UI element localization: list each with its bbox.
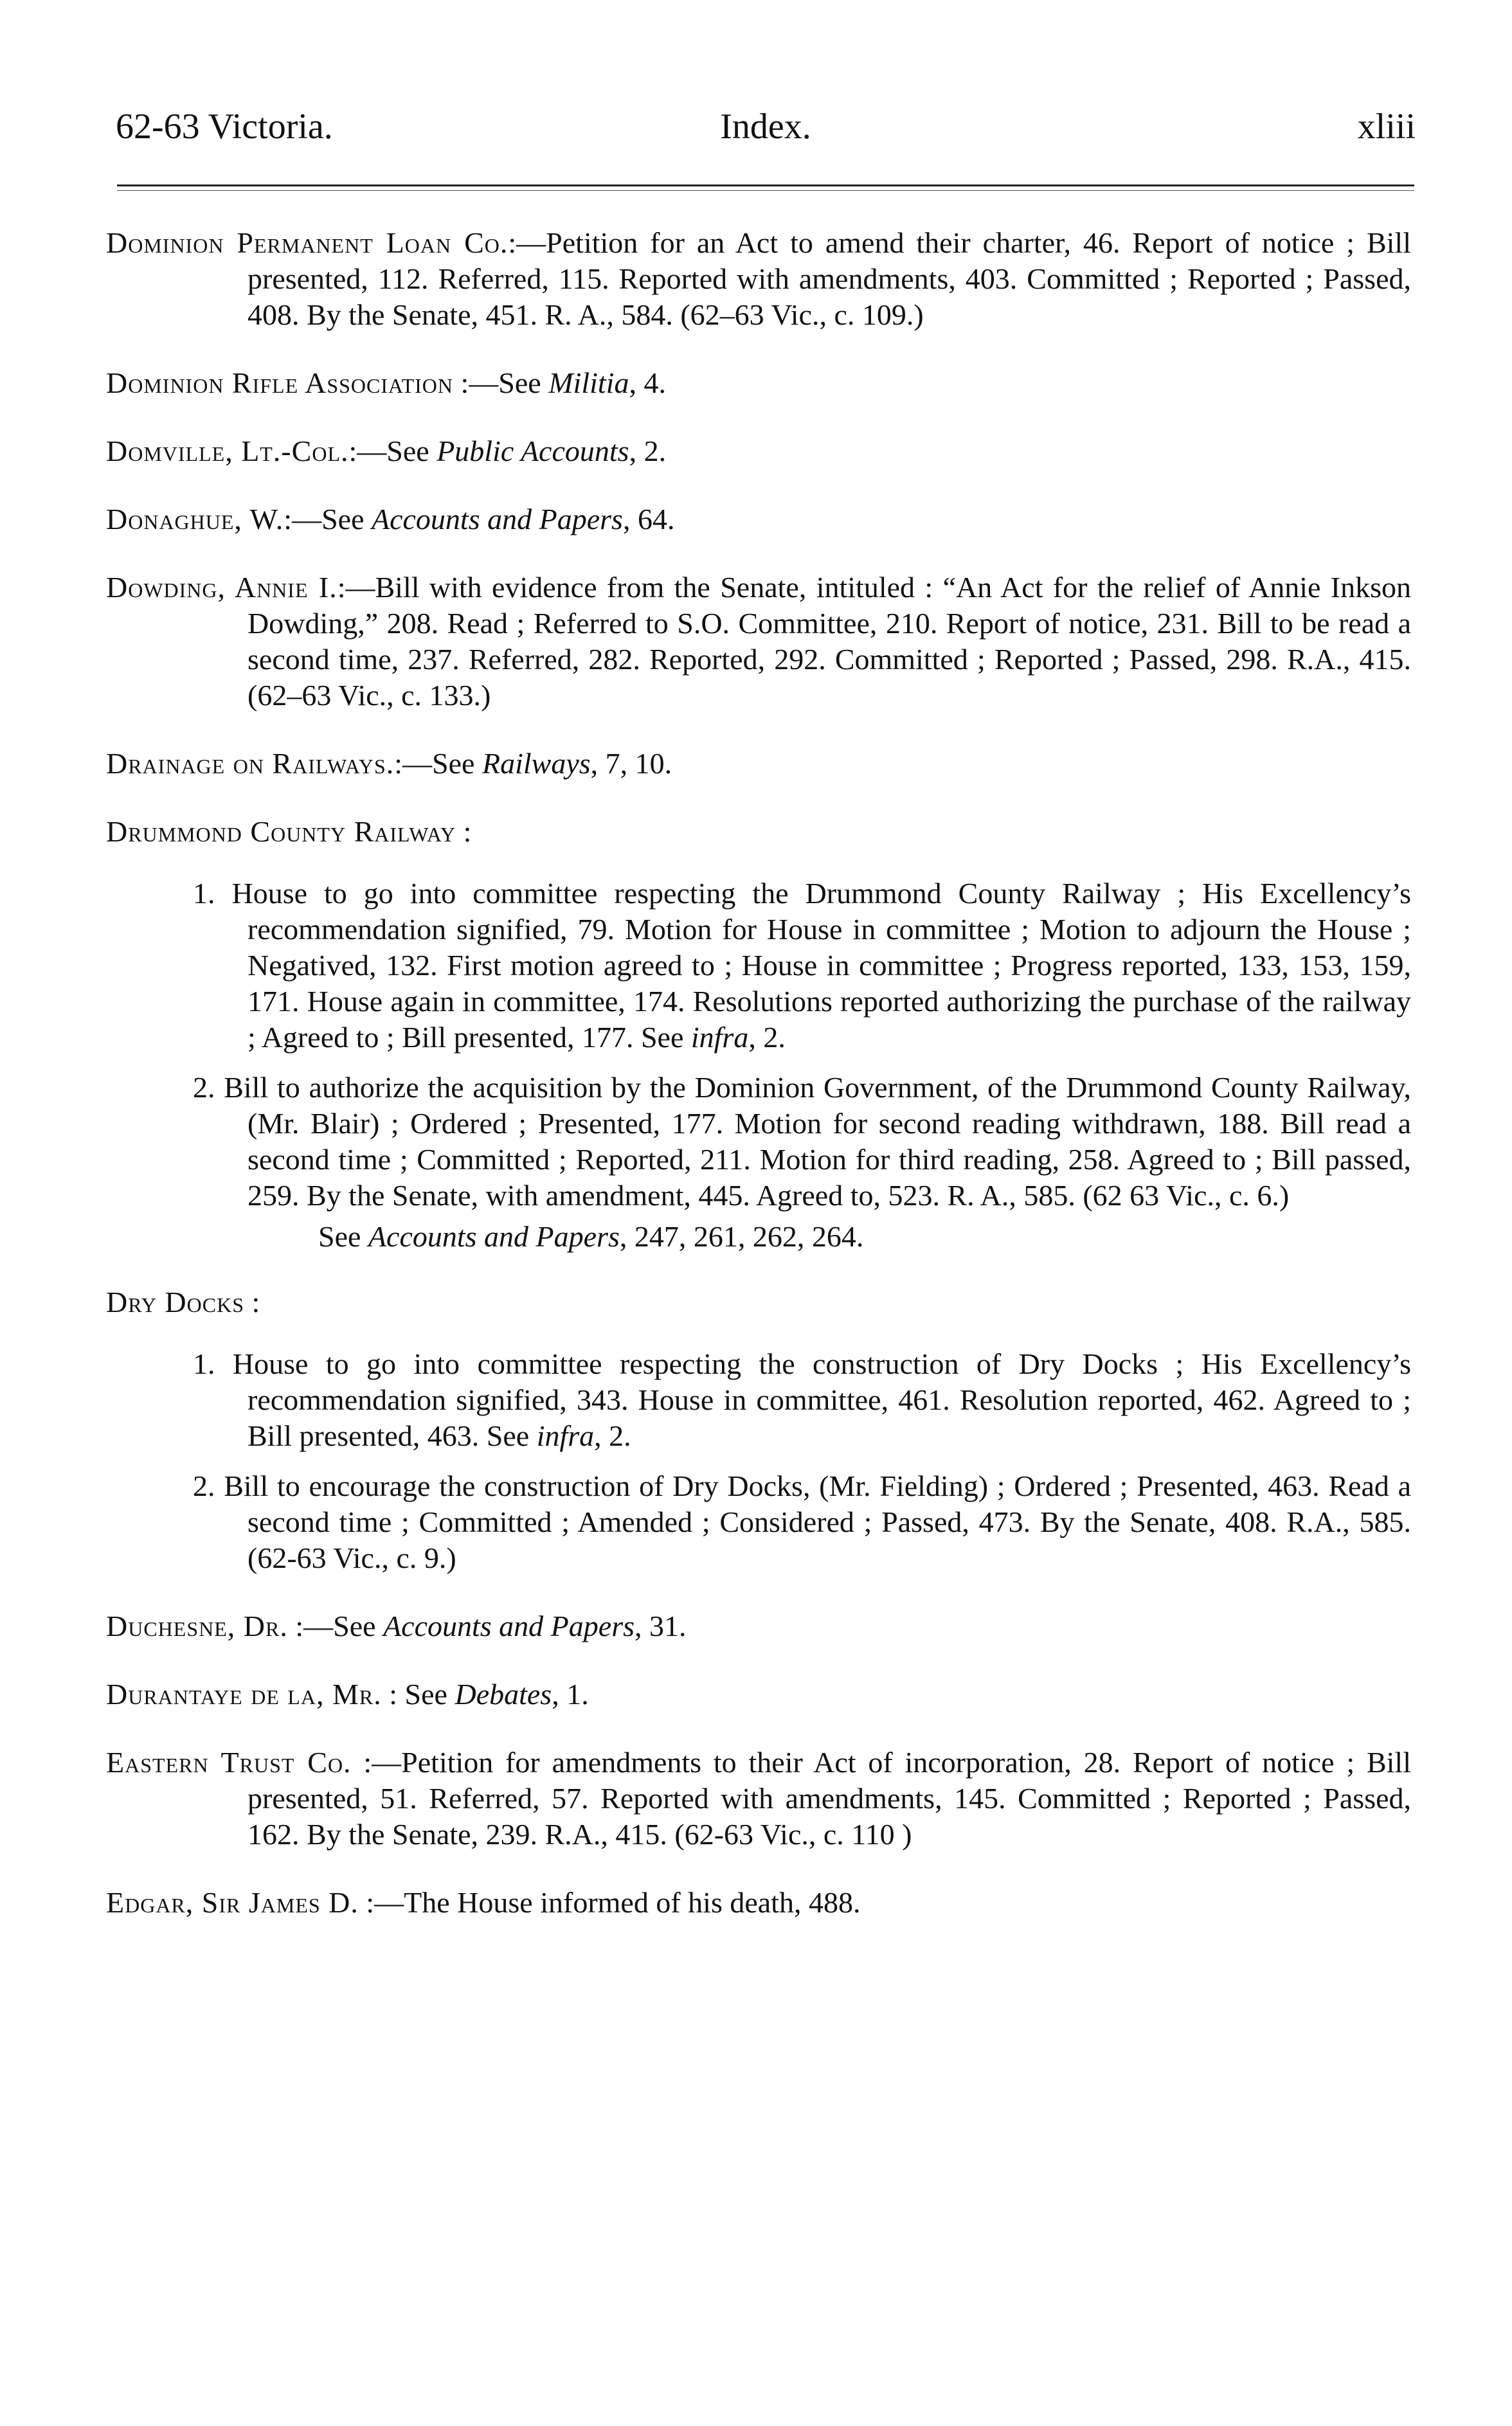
- sub-item-text: Bill to encourage the construction of Dry Docks, (Mr. Fielding) ; Ordered ; Presented, 463. Read a second time ; Committed ; Amended ; Considered ; Passed, 473. By the Senate, 408. R.A., 585. (62-63 Vic., c. 9.): [224, 1469, 1412, 1574]
- entry-heading: Duchesne, Dr.: [106, 1610, 288, 1642]
- see-also-line: [106, 1219, 1411, 1255]
- see-also-reference: Accounts and Papers: [368, 1220, 620, 1253]
- sub-item-text: House to go into committee respecting the Drummond County Railway ; His Excellency’s recommendation signified, 79. Motion for House in committee ; Motion to adjourn the House ; Negatived, 132. First motion agreed to ; House in committee ; Progress reported, 133, 153, 159, 171. House again in committee, 174. Resolutions reported authorizing the purchase of the railway ; Agreed to ; Bill presented, 177. See: [231, 877, 1412, 1054]
- entry-duchesne: [106, 1608, 1411, 1644]
- entry-tail: , 7, 10.: [590, 747, 672, 780]
- entry-heading: Dominion Permanent Loan Co.: [106, 226, 509, 259]
- entry-separator: :: [456, 815, 472, 848]
- entry-heading: Dominion Rifle Association: [106, 366, 454, 399]
- sub-item-tail: , 2.: [594, 1419, 631, 1452]
- entry-heading: Dry Docks: [106, 1286, 244, 1318]
- entry-heading: Durantaye de la, Mr.: [106, 1678, 382, 1711]
- entry-separator: :—See: [287, 1610, 384, 1642]
- entry-reference: Militia: [548, 366, 629, 399]
- entry-tail: , 2.: [629, 435, 667, 467]
- entry-separator: :—See: [284, 503, 372, 535]
- entry-heading: Dowding, Annie I.: [106, 571, 338, 604]
- entry-reference: Railways: [482, 747, 591, 780]
- entry-drainage-on-railways: [106, 746, 1411, 782]
- entry-dry-docks: [106, 1284, 1411, 1320]
- entry-text: :—Bill with evidence from the Senate, intituled : “An Act for the relief of Annie Inkson Dowding,” 208. Read ; Referred to S.O. Committee, 210. Report of notice, 231. Bill to be read a second time, 237. Referred, 282. Reported, 292. Committed ; Reported ; Passed, 298. R.A., 415. (62–63 Vic., c. 133.): [248, 571, 1411, 712]
- sub-item: [106, 876, 1411, 1056]
- entry-domville: [106, 433, 1411, 469]
- sub-item-text: Bill to authorize the acquisition by the Dominion Government, of the Drummond County Railway, (Mr. Blair) ; Ordered ; Presented, 177. Motion for second reading withdrawn, 188. Bill read a second time ; Committed ; Reported, 211. Motion for third reading, 258. Agreed to ; Bill passed, 259. By the Senate, with amendment, 445. Agreed to, 523. R. A., 585. (62 63 Vic., c. 6.): [224, 1071, 1412, 1212]
- entry-edgar: [106, 1885, 1411, 1921]
- entry-separator: :—See: [394, 747, 482, 780]
- header-rule: [117, 184, 1414, 191]
- entry-separator: : See: [381, 1678, 455, 1711]
- entry-dowding: [106, 570, 1411, 714]
- header-volume: 62-63 Victoria.: [116, 107, 333, 147]
- see-also-prefix: See: [318, 1220, 368, 1253]
- entry-heading: Edgar, Sir James D.: [106, 1886, 359, 1919]
- entry-reference: Debates: [455, 1678, 552, 1711]
- entry-separator: :: [244, 1286, 260, 1318]
- index-content: [106, 225, 1411, 1953]
- entry-durantaye: [106, 1676, 1411, 1712]
- entry-eastern-trust: [106, 1745, 1411, 1853]
- entry-tail: , 1.: [552, 1678, 589, 1711]
- entry-heading: Donaghue, W.: [106, 503, 284, 535]
- entry-tail: , 64.: [622, 503, 675, 535]
- entry-text: :—Petition for amendments to their Act of incorporation, 28. Report of notice ; Bill presented, 51. Referred, 57. Reported with amendments, 145. Committed ; Reported ; Passed, 162. By the Senate, 239. R.A., 415. (62-63 Vic., c. 110 ): [248, 1746, 1411, 1851]
- entry-reference: Accounts and Papers: [372, 503, 623, 535]
- sub-item: [106, 1468, 1411, 1576]
- entry-tail: , 4.: [629, 366, 666, 399]
- sub-item-text: House to go into committee respecting the construction of Dry Docks ; His Excellency’s recommendation signified, 343. House in committee, 461. Resolution reported, 462. Agreed to ; Bill presented, 463. See: [232, 1347, 1412, 1452]
- page-header: [116, 106, 1416, 151]
- entry-drummond-county-railway: [106, 814, 1411, 850]
- header-page-number: xliii: [1357, 107, 1416, 147]
- entry-reference: Accounts and Papers: [383, 1610, 634, 1642]
- entry-heading: Domville, Lt.-Col.: [106, 435, 349, 467]
- sub-item-number: 2.: [193, 1071, 215, 1104]
- sub-item-tail: , 2.: [748, 1021, 786, 1054]
- sub-item-number: 1.: [193, 1347, 215, 1380]
- header-title: Index.: [720, 107, 811, 147]
- entry-reference: Public Accounts: [437, 435, 629, 467]
- sub-item-number: 1.: [193, 877, 215, 910]
- sub-item-reference: infra: [536, 1419, 595, 1452]
- entry-heading: Eastern Trust Co.: [106, 1746, 352, 1779]
- sub-item: [106, 1070, 1411, 1214]
- sub-item-reference: infra: [690, 1021, 749, 1054]
- entry-dominion-permanent-loan: [106, 225, 1411, 333]
- see-also-tail: , 247, 261, 262, 264.: [619, 1220, 864, 1253]
- entry-dominion-rifle-association: [106, 365, 1411, 401]
- entry-heading: Drummond County Railway: [106, 815, 456, 848]
- entry-text: :—The House informed of his death, 488.: [358, 1886, 861, 1919]
- sub-item: [106, 1346, 1411, 1454]
- entry-heading: Drainage on Railways.: [106, 747, 395, 780]
- entry-text: :—Petition for an Act to amend their charter, 46. Report of notice ; Bill presented, 112. Referred, 115. Reported with amendments, 403. Committed ; Reported ; Passed, 408. By the Senate, 451. R. A., 584. (62–63 Vic., c. 109.): [248, 226, 1411, 331]
- entry-donaghue: [106, 501, 1411, 537]
- sub-item-number: 2.: [193, 1469, 215, 1502]
- entry-separator: :—See: [453, 366, 549, 399]
- entry-tail: , 31.: [634, 1610, 687, 1642]
- entry-separator: :—See: [348, 435, 437, 467]
